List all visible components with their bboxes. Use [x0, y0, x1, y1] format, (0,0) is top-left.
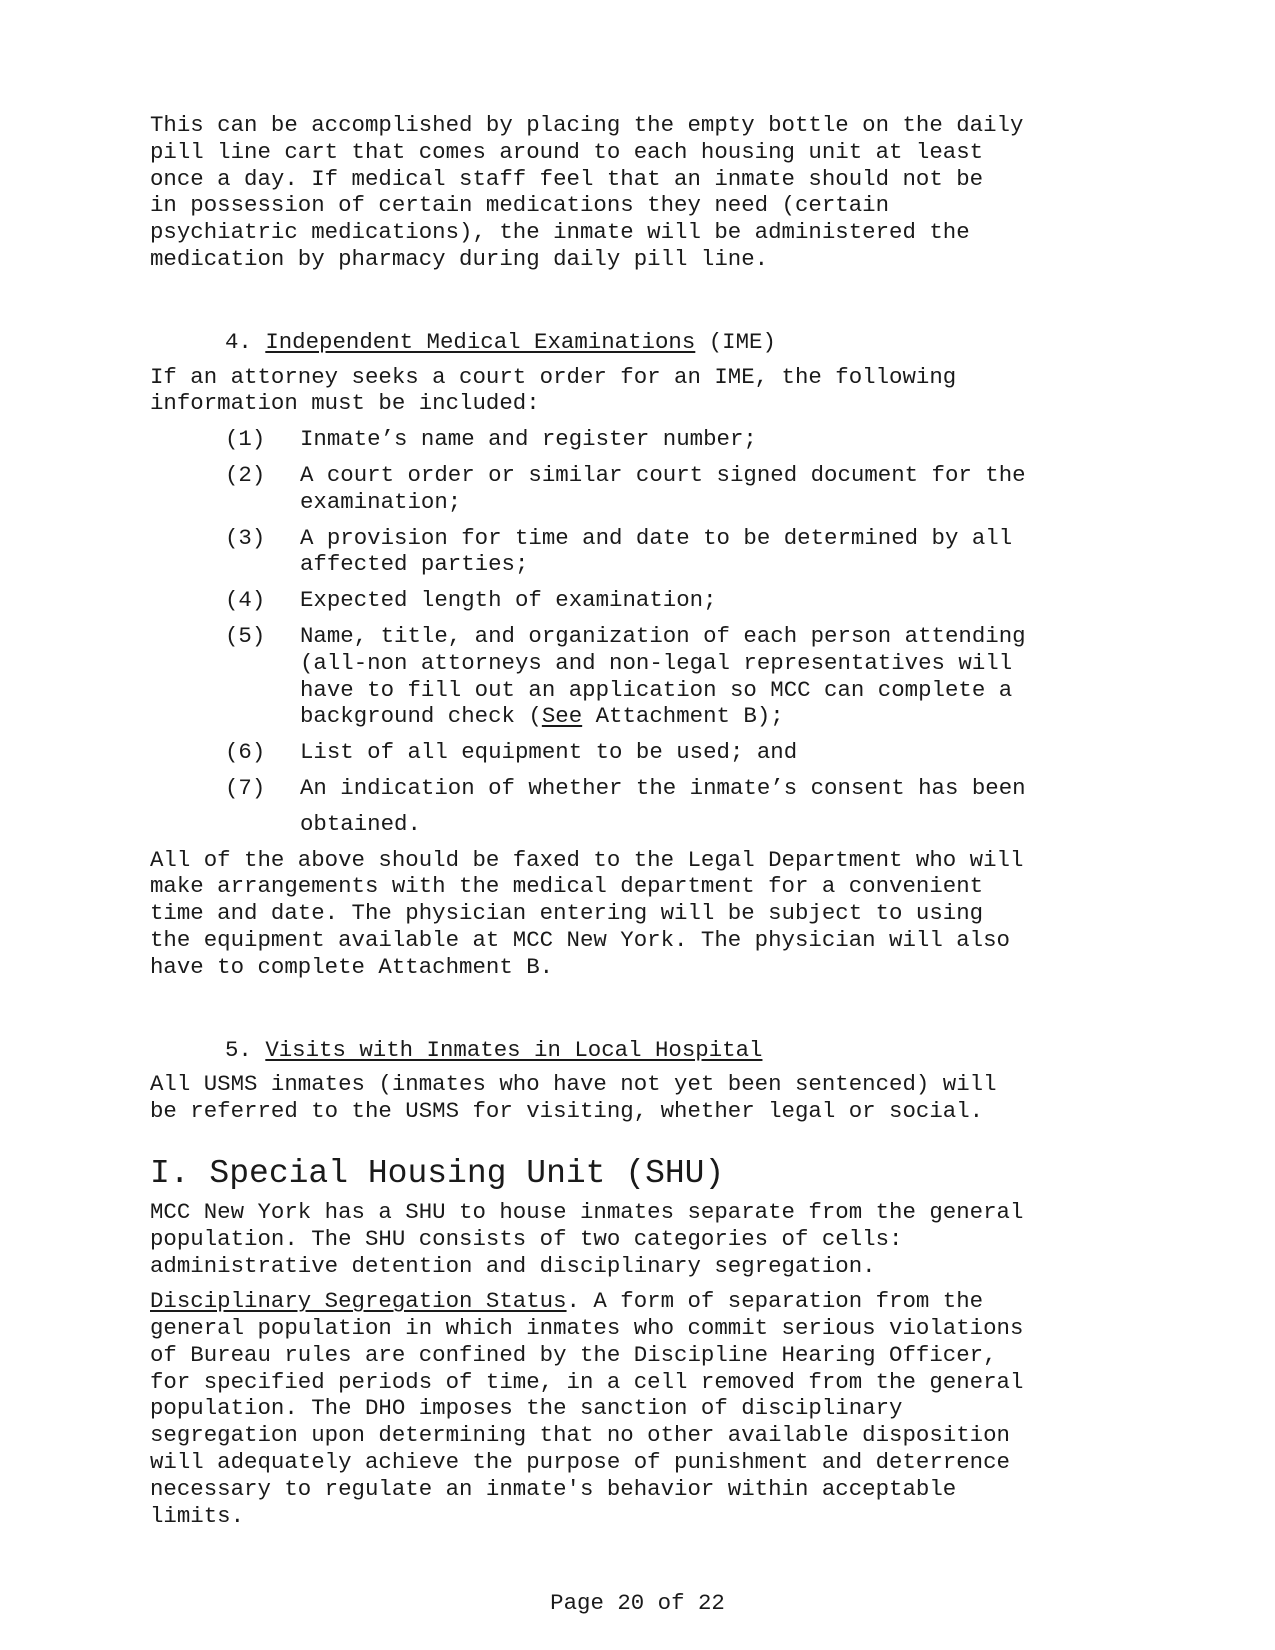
- list-item-text: obtained.: [300, 810, 421, 837]
- section-i-paragraph-2: [150, 1288, 1150, 1529]
- list-item: [150, 462, 1150, 516]
- list-item-text: An indication of whether the inmate’s consent has been: [300, 774, 1026, 801]
- see-reference: See: [541, 703, 583, 730]
- list-item: [150, 426, 1150, 453]
- list-item-number: (5): [225, 622, 266, 649]
- intro-paragraph: This can be accomplished by placing the empty bottle on the daily pill line cart that comes around to each housing unit at least once a day. If medical staff feel that an inmate should not be in possession of certain medications they need (certain psychiatric medications), the inmate will be administered the medication by pharmacy during daily pill line.: [150, 112, 1024, 272]
- list-item-text: Expected length of examination;: [300, 587, 717, 614]
- section-4-suffix: (IME): [695, 328, 776, 355]
- section-5-number: 5.: [225, 1036, 266, 1063]
- section-5-paragraph: All USMS inmates (inmates who have not yet been sentenced) will be referred to the USMS for visiting, whether legal or social.: [150, 1071, 997, 1125]
- list-item-text-part: Attachment B);: [582, 703, 784, 730]
- list-item-number: (1): [225, 426, 266, 453]
- list-item-number: (3): [225, 524, 266, 551]
- list-item-number: (2): [225, 461, 266, 488]
- list-item-text: Inmate’s name and register number;: [300, 426, 757, 453]
- list-item-number-spacer: [150, 811, 300, 838]
- list-item: [150, 623, 1150, 730]
- list-item-number: (4): [225, 587, 266, 614]
- list-item: [150, 739, 1150, 766]
- section-5-title: Visits with Inmates in Local Hospital: [265, 1036, 763, 1063]
- section-4-heading: [150, 329, 1150, 356]
- list-item-number: (6): [225, 739, 266, 766]
- section-i-paragraph-2-text: . A form of separation from the general population in which inmates who commit serious violations of Bureau rules are confined by the Discipline Hearing Officer, for specified periods of time, in a cell removed from the general population. The DHO imposes the sanction of disciplinary segregation upon determining that no other available disposition will adequately achieve the purpose of punishment and deterrence necessary to regulate an inmate's behavior within acceptable limits.: [150, 1288, 1024, 1529]
- section-4-closing: All of the above should be faxed to the Legal Department who will make arrangements with the medical department for a convenient time and date. The physician entering will be subject to using the equipment available at MCC New York. The physician will also have to complete Attachment B.: [150, 846, 1024, 980]
- list-item: [150, 587, 1150, 614]
- section-4-intro: If an attorney seeks a court order for an IME, the following information must be included:: [150, 363, 957, 417]
- list-item-text: A provision for time and date to be determined by all affected parties;: [300, 524, 1013, 578]
- list-item-number: (7): [225, 774, 266, 801]
- document-page: [150, 112, 1150, 1529]
- list-item-text: A court order or similar court signed document for the examination;: [300, 461, 1026, 515]
- section-i-heading: I. Special Housing Unit (SHU): [150, 1154, 725, 1192]
- section-4-title: Independent Medical Examinations: [265, 328, 696, 355]
- section-5-heading: [150, 1037, 1150, 1064]
- disciplinary-segregation-term: Disciplinary Segregation Status: [150, 1288, 567, 1315]
- list-item-continuation: [150, 811, 1150, 838]
- section-i-paragraph-1: MCC New York has a SHU to house inmates separate from the general population. The SHU consists of two categories of cells: administrative detention and disciplinary segregation.: [150, 1198, 1024, 1279]
- page-number: Page 20 of 22: [550, 1590, 725, 1616]
- list-item: [150, 525, 1150, 579]
- section-4-number: 4.: [225, 328, 266, 355]
- list-item: [150, 775, 1150, 802]
- list-item-text-part: Name, title, and organization of each person attending (all-non attorneys and non-legal representatives will have to fill out an application so MCC can complete a background check (: [300, 622, 1026, 730]
- list-item-text: List of all equipment to be used; and: [300, 739, 798, 766]
- list-item-text: [300, 623, 1150, 730]
- ime-requirements-list: [150, 426, 1150, 837]
